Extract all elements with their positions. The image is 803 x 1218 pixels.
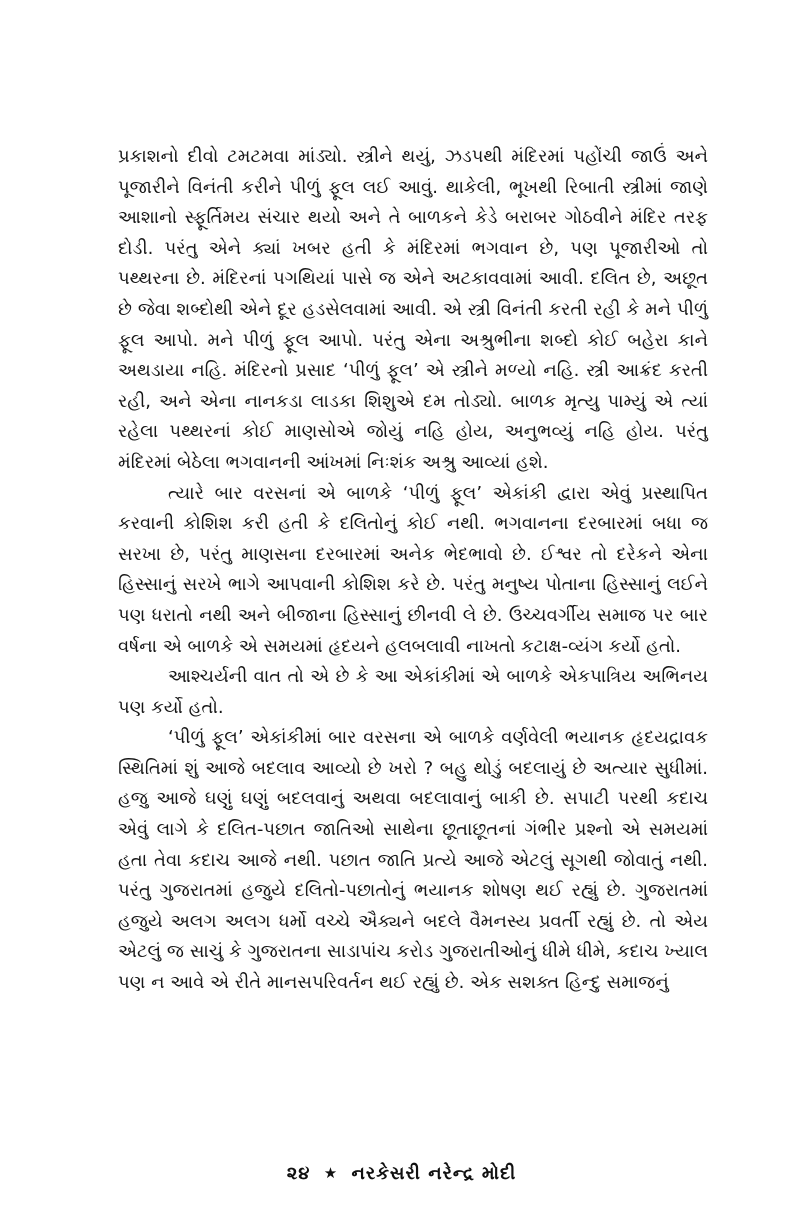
page-footer [0, 1163, 803, 1184]
star-icon: ★ [323, 1164, 339, 1182]
page-number: ૨૪ [286, 1163, 311, 1184]
body-text [118, 142, 708, 999]
paragraph-2: ત્યારે બાર વરસનાં એ બાળકે ‘પીળું ફૂલ’ એકાંકી દ્વારા એવું પ્રસ્થાપિત કરવાની કોશિશ કરી હતી કે દલિતોનું કોઈ નથી. ભગવાનના દરબારમાં બધા જ સરખા છે, પરંતુ માણસના દરબારમાં અનેક ભેદભાવો છે. ઈશ્વર તો દરેકને એના હિસ્સાનું સરખે ભાગે આપવાની કોશિશ કરે છે. પરંતુ મનુષ્ય પોતાના હિસ્સાનું લઈને પણ ધરાતો નથી અને બીજાના હિસ્સાનું છીનવી લે છે. ઉચ્ચવર્ગીય સમાજ પર બાર વર્ષના એ બાળકે એ સમયમાં હૃદયને હલબલાવી નાખતો કટાક્ષ-વ્યંગ કર્યો હતો. [118, 482, 708, 657]
paragraph-1: પ્રકાશનો દીવો ટમટમવા માંડ્યો. સ્ત્રીને થયું, ઝડપથી મંદિરમાં પહોંચી જાઉં અને પૂજારીને વિનંતી કરીને પીળું ફૂલ લઈ આવું. થાકેલી, ભૂખથી રિબાતી સ્ત્રીમાં જાણે આશાનો સ્ફૂર્તિમય સંચાર થયો અને તે બાળકને કેડે બરાબર ગોઠવીને મંદિર તરફ દોડી. પરંતુ એને ક્યાં ખબર હતી કે મંદિરમાં ભગવાન છે, પણ પૂજારીઓ તો પથ્થરના છે. મંદિરનાં પગથિયાં પાસે જ એને અટકાવવામાં આવી. દલિત છે, અછૂત છે જેવા શબ્દોથી એને દૂર હડસેલવામાં આવી. એ સ્ત્રી વિનંતી કરતી રહી કે મને પીળું ફૂલ આપો. મને પીળું ફૂલ આપો. પરંતુ એના અશ્રુભીના શબ્દો કોઈ બહેરા કાને અથડાયા નહિ. મંદિરનો પ્રસાદ ‘પીળું ફૂલ’ એ સ્ત્રીને મળ્યો નહિ. સ્ત્રી આક્રંદ કરતી રહી, અને એના નાનકડા લાડકા શિશુએ દમ તોડ્યો. બાળક મૃત્યુ પામ્યું એ ત્યાં રહેલા પથ્થરનાં કોઈ માણસોએ જોયું નહિ હોય, અનુભવ્યું નહિ હોય. પરંતુ મંદિરમાં બેઠેલા ભગવાનની આંખમાં નિઃશંક અશ્રુ આવ્યાં હશે. [118, 146, 708, 473]
book-title: નરકેસરી નરેન્દ્ર મોદી [351, 1163, 517, 1184]
paragraph-3: આશ્ચર્યની વાત તો એ છે કે આ એકાંકીમાં એ બાળકે એકપાત્રિય અભિનય પણ કર્યો હતો. [118, 666, 708, 718]
paragraph-4: ‘પીળું ફૂલ’ એકાંકીમાં બાર વરસના એ બાળકે વર્ણવેલી ભયાનક હૃદયદ્રાવક સ્થિતિમાં શું આજે બદલાવ આવ્યો છે ખરો ? બહુ થોડું બદલાયું છે અત્યાર સુધીમાં. હજુ આજે ઘણું ઘણું બદલવાનું અથવા બદલાવાનું બાકી છે. સપાટી પરથી કદાચ એવું લાગે કે દલિત-પછાત જાતિઓ સાથેના છૂતાછૂતનાં ગંભીર પ્રશ્નો એ સમયમાં હતા તેવા કદાચ આજે નથી. પછાત જાતિ પ્રત્યે આજે એટલું સૂગથી જોવાતું નથી. પરંતુ ગુજરાતમાં હજુયે દલિતો-પછાતોનું ભયાનક શોષણ થઈ રહ્યું છે. ગુજરાતમાં હજુયે અલગ અલગ ધર્મો વચ્ચે ઐક્યને બદલે વૈમનસ્ય પ્રવર્તી રહ્યું છે. તો એય એટલું જ સાચું કે ગુજરાતના સાડાપાંચ કરોડ ગુજરાતીઓનું ધીમે ધીમે, કદાચ ખ્યાલ પણ ન આવે એ રીતે માનસપરિવર્તન થઈ રહ્યું છે. એક સશક્ત હિન્દુ સમાજનું [118, 727, 708, 994]
